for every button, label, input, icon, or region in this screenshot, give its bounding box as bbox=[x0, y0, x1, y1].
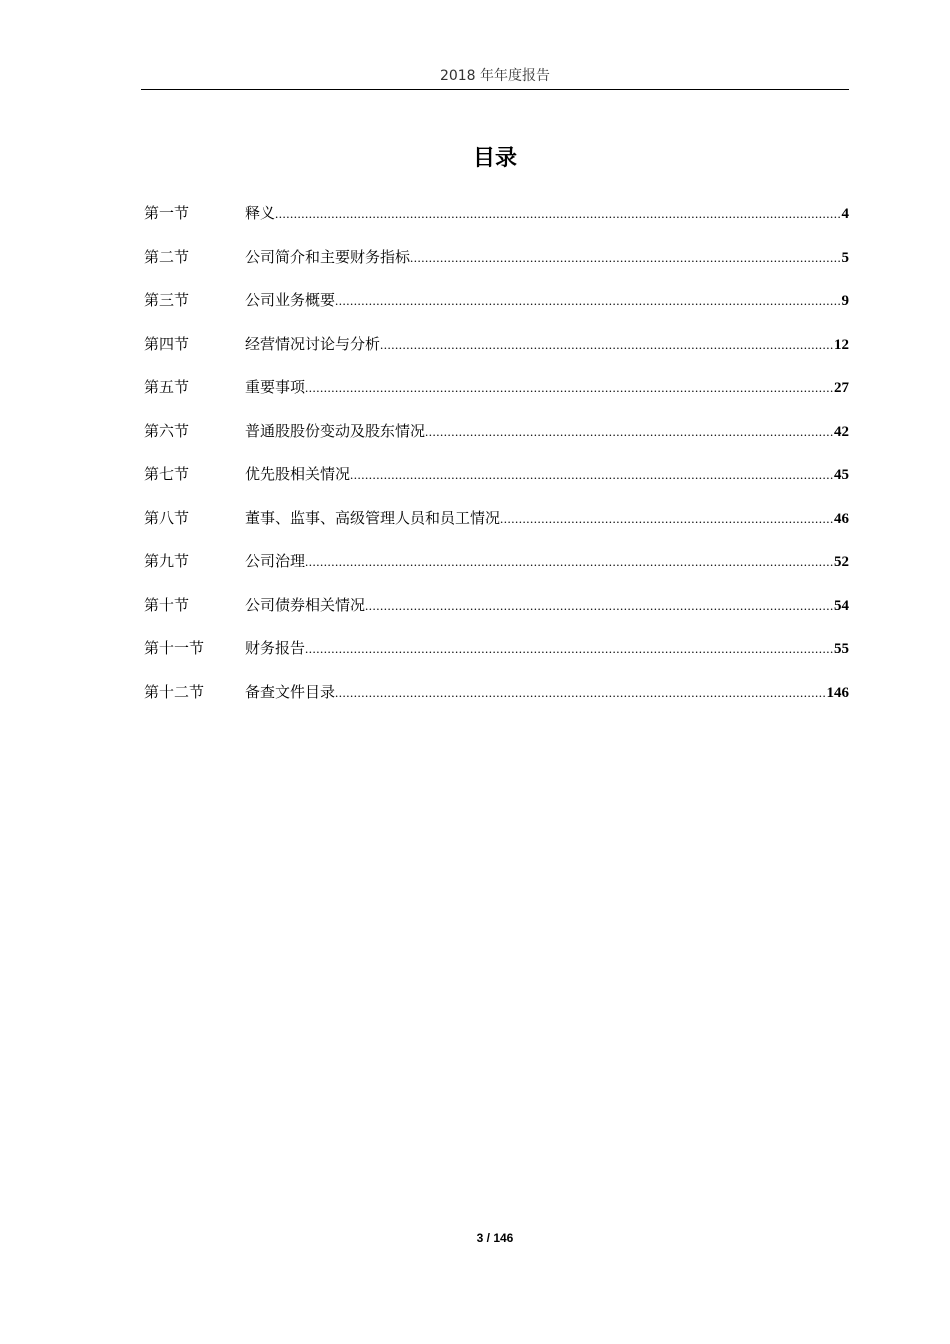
toc-page-number[interactable]: 46 bbox=[834, 510, 849, 527]
toc-entry-11[interactable] bbox=[144, 634, 849, 678]
toc-page-number[interactable]: 9 bbox=[841, 293, 849, 309]
toc-dot-leader bbox=[305, 374, 834, 402]
toc-section-number: 第七节 bbox=[144, 465, 190, 483]
toc-page-number[interactable]: 5 bbox=[841, 249, 849, 266]
toc-section-title[interactable]: 释义 bbox=[245, 204, 276, 222]
toc-dot-leader bbox=[410, 244, 841, 272]
toc-dot-leader bbox=[425, 418, 834, 446]
header-divider bbox=[141, 89, 849, 90]
toc-section-title[interactable]: 公司治理 bbox=[245, 552, 306, 570]
toc-section-title[interactable]: 优先股相关情况 bbox=[245, 465, 351, 483]
toc-section-number: 第六节 bbox=[144, 421, 190, 440]
toc-section-title[interactable]: 普通股股份变动及股东情况 bbox=[245, 421, 426, 440]
toc-dot-leader bbox=[335, 287, 841, 315]
toc-section-title[interactable]: 财务报告 bbox=[245, 639, 306, 657]
toc-page-number[interactable]: 146 bbox=[826, 684, 849, 701]
toc-page-number[interactable]: 42 bbox=[834, 423, 849, 440]
toc-page-number[interactable]: 27 bbox=[834, 380, 849, 396]
toc-section-number: 第一节 bbox=[144, 204, 190, 222]
toc-dot-leader bbox=[335, 679, 826, 707]
toc-section-title[interactable]: 备查文件目录 bbox=[245, 682, 336, 701]
toc-section-number: 第四节 bbox=[144, 334, 190, 353]
toc-dot-leader bbox=[380, 331, 834, 359]
toc-section-number: 第二节 bbox=[144, 247, 190, 266]
toc-dot-leader bbox=[350, 461, 834, 489]
toc-entry-12[interactable] bbox=[144, 678, 849, 722]
page-number-footer: 3 / 146 bbox=[476, 1231, 514, 1245]
toc-dot-leader bbox=[305, 548, 834, 576]
toc-entry-2[interactable] bbox=[144, 243, 849, 287]
toc-page-number[interactable]: 52 bbox=[834, 554, 849, 570]
toc-entry-9[interactable] bbox=[144, 547, 849, 591]
toc-page-number[interactable]: 4 bbox=[841, 206, 849, 222]
toc-section-title[interactable]: 重要事项 bbox=[245, 378, 306, 396]
page-title: 目录 bbox=[472, 146, 517, 171]
toc-entry-6[interactable] bbox=[144, 417, 849, 461]
toc-page-number[interactable]: 45 bbox=[834, 467, 849, 483]
table-of-contents bbox=[144, 199, 849, 721]
toc-entry-10[interactable] bbox=[144, 591, 849, 635]
toc-entry-1[interactable] bbox=[144, 199, 849, 243]
toc-section-number: 第十节 bbox=[144, 595, 190, 614]
toc-section-number: 第十二节 bbox=[144, 682, 205, 701]
toc-entry-3[interactable] bbox=[144, 286, 849, 330]
toc-page-number[interactable]: 12 bbox=[834, 336, 849, 353]
toc-page-number[interactable]: 54 bbox=[834, 597, 849, 614]
toc-section-title[interactable]: 董事、监事、高级管理人员和员工情况 bbox=[245, 508, 501, 527]
toc-dot-leader bbox=[275, 200, 841, 228]
running-header: 2018 年年度报告 bbox=[439, 68, 551, 84]
toc-dot-leader bbox=[365, 592, 834, 620]
toc-section-title[interactable]: 公司业务概要 bbox=[245, 291, 336, 309]
toc-section-title[interactable]: 经营情况讨论与分析 bbox=[245, 334, 381, 353]
toc-entry-5[interactable] bbox=[144, 373, 849, 417]
toc-section-number: 第五节 bbox=[144, 378, 190, 396]
toc-entry-4[interactable] bbox=[144, 330, 849, 374]
toc-section-title[interactable]: 公司简介和主要财务指标 bbox=[245, 247, 411, 266]
toc-dot-leader bbox=[500, 505, 834, 533]
toc-section-title[interactable]: 公司债券相关情况 bbox=[245, 595, 366, 614]
toc-section-number: 第九节 bbox=[144, 552, 190, 570]
toc-section-number: 第十一节 bbox=[144, 639, 205, 657]
toc-dot-leader bbox=[305, 635, 834, 663]
toc-section-number: 第八节 bbox=[144, 508, 190, 527]
toc-entry-8[interactable] bbox=[144, 504, 849, 548]
toc-entry-7[interactable] bbox=[144, 460, 849, 504]
toc-page-number[interactable]: 55 bbox=[834, 641, 849, 657]
toc-section-number: 第三节 bbox=[144, 291, 190, 309]
